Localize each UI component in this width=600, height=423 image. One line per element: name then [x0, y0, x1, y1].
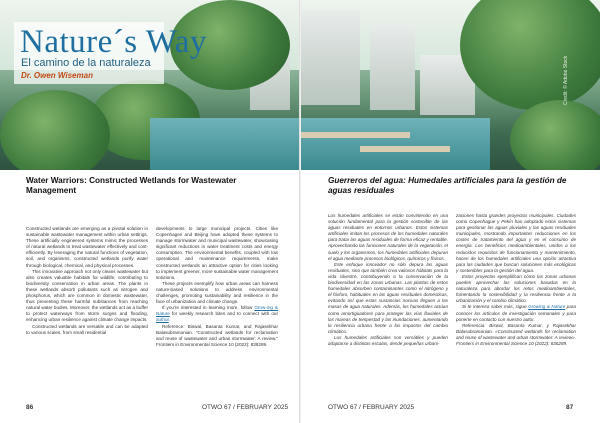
pond	[150, 118, 490, 170]
left-heading: Water Warriors: Constructed Wetlands for Wastewater Management	[26, 176, 237, 195]
left-column-2	[156, 226, 278, 401]
section-subtitle: El camino de la naturaleza	[21, 57, 151, 69]
page-number-right: 87	[566, 404, 574, 411]
paragraph: developments to large municipal projects. Cities like Copenhagen and Beijing have adopted these systems to manage stormwater and municipal wastewater, showcasing significant reductions in water treatment costs and energy consumption. The environmental benefits, coupled with low operational and maintenance requirements, make constructed wetlands an attractive option for cities looking to implement greener, more sustainable water management solutions.	[156, 226, 278, 280]
boardwalk	[360, 146, 450, 152]
author-link[interactable]: author	[156, 317, 169, 323]
right-column-1	[328, 213, 448, 401]
tree	[0, 90, 110, 170]
left-column-1	[26, 226, 148, 401]
paragraph: Estos proyectos ejemplifican cómo las zonas urbanas pueden aprovechar las soluciones basadas en la naturaleza para abordar los retos medioambientales, fomentando la sostenibilidad y la resiliencia frente a la urbanización y el cambio climático.	[456, 273, 576, 304]
reference: Reference: Biswal, Basanta Kumar, and Rajasekhar Balasubramanian. "Constructed wetlands for reclamation and reuse of wastewater and urban stormwater: A review." Frontiers in Environmental Science 10 (2022): 836289.	[156, 323, 278, 347]
photo-credit: Credit: © Adobe Stock	[563, 55, 569, 105]
paragraph: Los humedales artificiales son versátiles y pueden adaptarse a distintas escalas, desde pequeñas urbani-	[328, 334, 448, 346]
building	[370, 25, 415, 110]
paragraph: Constructed wetlands are versatile and can be adapted to various scales, from small residential	[26, 323, 148, 335]
link-intro: Si te interesa saber más, sigue	[462, 304, 529, 310]
issue-label-right: OTWO 67 / FEBRUARY 2025	[328, 404, 415, 411]
paragraph	[156, 305, 278, 323]
link-intro: If you're interested in learning more, follow	[162, 305, 255, 311]
paragraph: Este enfoque innovador no sólo depura las aguas residuales, sino que también crea valiosos hábitats para la vida silvestre, contribuyendo a la conservación de la biodiversidad en las zonas urbanas. Las plantas de estos humedales absorben contaminantes como el nitrógeno y el fósforo, habituales en las aguas residuales domésticas, evitando así que estas sustancias nocivas lleguen a las masas de agua naturales. Además, los humedales actúan como amortiguadores para proteger las vías fluviales de las mareas de tempestad y las inundaciones, aumentando la resiliencia urbana frente a los impactos del cambio climático.	[328, 261, 448, 334]
paragraph: This innovative approach not only cleans wastewater but also creates valuable habitats for wildlife, contributing to biodiversity conservation in urban areas. The plants in these wetlands absorb pollutants such as nitrogen and phosphorus, which are common in domestic wastewater, thus preventing these harmful substances from reaching natural water bodies. Moreover, the wetlands act as a buffer to protect waterways from storm surges and flooding, enhancing urban resilience against climate change impacts.	[26, 268, 148, 323]
link-middle: for weekly research bites and to connect with our	[169, 311, 278, 317]
growing-nature-link[interactable]: Growing & Nature	[528, 304, 566, 310]
page-number-left: 86	[26, 404, 34, 411]
page-gutter	[299, 0, 301, 423]
paragraph: zaciones hasta grandes proyectos municipales. Ciudades como Copenhague y Pekín han adoptado estos sistemas para gestionar las aguas pluviales y las aguas residuales municipales, mostrando importantes reducciones en los costes de tratamiento del agua y en el consumo de energía. Los beneficios medioambientales, unidos a los reducidos requisitos de funcionamiento y mantenimiento, hacen de los humedales artificiales una opción atractiva para las ciudades que buscan soluciones más ecológicas y sostenibles para la gestión del agua.	[456, 213, 576, 273]
link-end: para conocer los artículos de investigación semanales y para ponerte en contacto con nuestro autor.	[456, 304, 576, 322]
author-name: Dr. Owen Wiseman	[21, 71, 93, 80]
tree	[510, 100, 600, 170]
link-end: .	[168, 317, 171, 323]
right-column-2	[456, 213, 576, 401]
building	[300, 10, 360, 105]
paragraph: Los humedales artificiales se están convirtiendo en una solución fundamental para la gestión sostenible de las aguas residuales en entornos urbanos. Estos sistemas artificiales imitan los procesos de los humedales naturales para tratar las aguas residuales de forma eficaz y rentable. Aprovechando las funciones naturales de la vegetación, el suelo y los organismos, los humedales artificiales depuran el agua mediante procesos biológicos, químicos y físicos.	[328, 213, 448, 261]
growing-nature-link[interactable]: Grow-ing & Nature	[156, 305, 278, 317]
reference: Referencia: Biswal, Basanta Kumar, y Rajasekhar Balasubramanian. «Constructed wetlands for reclamation and reuse of wastewater and urban stormwater: A review». Frontiers in Environmental Science 10 (2022): 836289.	[456, 322, 576, 346]
tree	[460, 0, 600, 110]
section-title: Nature´s Way	[20, 24, 207, 60]
paragraph	[456, 304, 576, 322]
issue-label-left: OTWO 67 / FEBRUARY 2025	[202, 404, 289, 411]
paragraph: Constructed wetlands are emerging as a pivotal solution in sustainable wastewater management within urban settings. These artificially engineered systems mimic the processes of natural wetlands to treat wastewater effectively and cost-efficiently. By leveraging the natural functions of vegetation, soil, and organisms, constructed wetlands purify water through biological, chemical, and physical processes.	[26, 226, 148, 268]
paragraph: These projects exemplify how urban areas can harness nature-based solutions to address environmental challenges, promoting sustainability and resilience in the face of urbanization and climate change.	[156, 280, 278, 305]
right-heading: Guerreros del agua: Humedales artificiales para la gestión de aguas residuales	[328, 176, 567, 195]
boardwalk	[300, 132, 410, 138]
